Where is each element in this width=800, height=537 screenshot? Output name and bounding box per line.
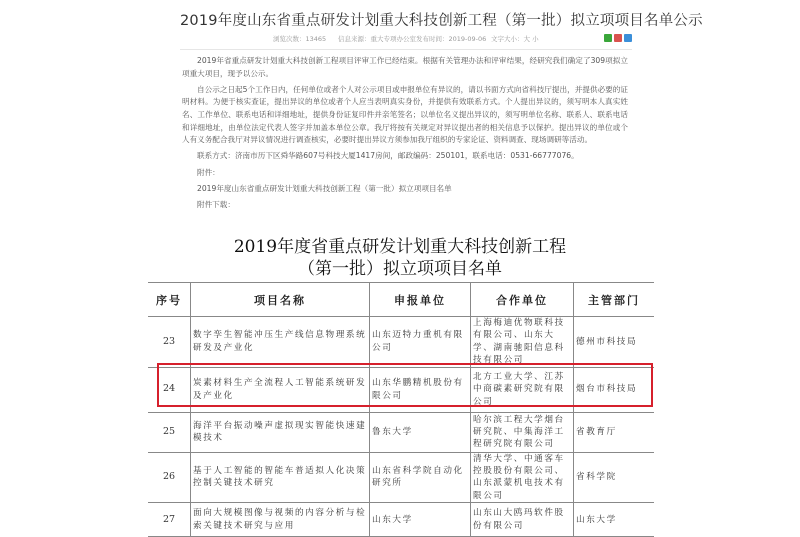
- cell-partners: 哈尔滨工程大学烟台研究院、中集海洋工程研究院有限公司: [471, 412, 574, 452]
- cell-no: 27: [148, 503, 191, 537]
- weibo-share-icon[interactable]: [614, 34, 622, 42]
- title-divider: [180, 49, 632, 50]
- paragraph-intro: 2019年省重点研发计划重大科技创新工程项目评审工作已经结束。根据有关管理办法和评审结果，经研究我们确定了309项拟立项重大项目，现予以公示。: [182, 56, 628, 78]
- qzone-share-icon[interactable]: [624, 34, 632, 42]
- publish-date: 发布时间：2019-09-06: [416, 35, 487, 43]
- cell-department: 德州市科技局: [574, 317, 655, 368]
- announcement-article: [180, 0, 703, 222]
- cell-department: 烟台市科技局: [574, 367, 655, 412]
- cell-no: 24: [148, 367, 191, 412]
- cell-project: 海洋平台振动噪声虚拟现实智能快速建模技术: [191, 412, 370, 452]
- cell-project: 面向大规模图像与视频的内容分析与检索关键技术研究与应用: [191, 503, 370, 537]
- paragraph-contact: 联系方式：济南市历下区舜华路607号科技大厦1417房间，邮政编码：250101，联系电话：0531-66777076。: [197, 151, 579, 161]
- attachment-label: 附件：: [197, 167, 220, 177]
- wechat-share-icon[interactable]: [604, 34, 612, 42]
- table-title-line1: 2019年度省重点研发计划重大科技创新工程: [233, 237, 567, 257]
- cell-applicant: 山东大学: [370, 503, 471, 537]
- cell-partners: 北方工业大学、江苏中商碳素研究院有限公司: [471, 367, 574, 412]
- table-header-row: [148, 283, 654, 317]
- cell-applicant: 山东省科学院自动化研究所: [370, 452, 471, 503]
- article-body: [182, 55, 628, 215]
- attachment-download-label: 附件下载：: [197, 199, 235, 209]
- cell-no: 26: [148, 452, 191, 503]
- cell-project: 炭素材料生产全流程人工智能系统研发及产业化: [191, 367, 370, 412]
- table-row: [148, 503, 654, 537]
- cell-no: 23: [148, 317, 191, 368]
- header-applicant: 申报单位: [370, 283, 471, 317]
- cell-partners: 山东山大鸥玛软件股份有限公司: [471, 503, 574, 537]
- cell-department: 省教育厅: [574, 412, 655, 452]
- cell-project: 基于人工智能的智能车普适拟人化决策控制关键技术研究: [191, 452, 370, 503]
- table-title-line2: （第一批）拟立项项目名单: [298, 259, 502, 279]
- cell-partners: 上海梅迪优物联科技有限公司、山东大学、湖南驰阳信息科技有限公司: [471, 317, 574, 368]
- attachment-link[interactable]: 2019年度山东省重点研发计划重大科技创新工程（第一批）拟立项项目名单: [197, 183, 452, 193]
- cell-project: 数字孪生智能冲压生产线信息物理系统研发及产业化: [191, 317, 370, 368]
- cell-department: 省科学院: [574, 452, 655, 503]
- cell-partners: 清华大学、中通客车控股股份有限公司、山东派蒙机电技术有限公司: [471, 452, 574, 503]
- article-title: 2019年度山东省重点研发计划重大科技创新工程（第一批）拟立项项目名单公示: [180, 13, 703, 29]
- paragraph-objection: 自公示之日起5个工作日内，任何单位或者个人对公示项目或申报单位有异议的，请以书面方式向省科技厅提出，并提供必要的证明材料。为便于核实查证，提出异议的单位或者个人应当表明真实身份，并提供有效联系方式。个人提出异议的，须写明本人真实姓名、工作单位、联系电话和详细地址，提供身份证复印件并亲笔签名；以单位名义提出异议的，须写明单位名称、联系人、联系电话和详细地址，由单位法定代表人签字并加盖本单位公章。我厅将按有关规定对异议提出者的相关信息予以保护。提出异议的单位或个人有义务配合我厅对异议情况进行调查核实，必要时提出异议方须参加我厅组织的专家论证、资料调查、现场调研等活动。: [182, 84, 628, 145]
- cell-applicant: 鲁东大学: [370, 412, 471, 452]
- table-row: [148, 452, 654, 503]
- table-row: [148, 317, 654, 368]
- info-source: 信息来源：重大专项办公室: [338, 35, 416, 43]
- view-count: 浏览次数：13465: [273, 35, 327, 43]
- table-title: [150, 236, 650, 280]
- article-meta: [180, 34, 632, 46]
- font-size-control[interactable]: 文字大小：大 小: [491, 35, 539, 43]
- header-project: 项目名称: [191, 283, 370, 317]
- cell-no: 25: [148, 412, 191, 452]
- table-row: [148, 412, 654, 452]
- cell-applicant: 山东迈特力重机有限公司: [370, 317, 471, 368]
- table-row-highlighted: [148, 367, 654, 412]
- header-partners: 合作单位: [471, 283, 574, 317]
- project-list-table: [148, 282, 654, 537]
- header-no: 序号: [148, 283, 191, 317]
- cell-department: 山东大学: [574, 503, 655, 537]
- cell-applicant: 山东华鹏精机股份有限公司: [370, 367, 471, 412]
- header-department: 主管部门: [574, 283, 655, 317]
